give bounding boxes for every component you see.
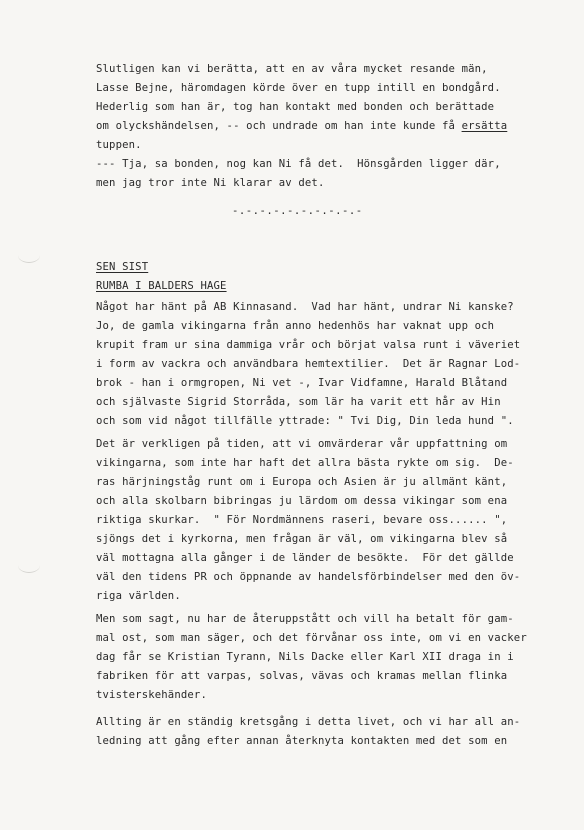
- text-line: Hederlig som han är, tog han kontakt med bonden och berättade: [96, 101, 495, 113]
- text-line: Det är verkligen på tiden, att vi omvärderar vår uppfattning om: [96, 438, 508, 450]
- text-line: --- Tja, sa bonden, nog kan Ni få det. Hönsgården ligger där,: [96, 158, 501, 170]
- text-line: Lasse Bejne, häromdagen körde över en tupp intill en bondgård.: [96, 82, 501, 94]
- text-line: väl den tidens PR och öppnande av handelsförbindelser med den öv-: [96, 571, 521, 583]
- text-line: ras härjningståg runt om i Europa och Asien är ju allmänt känt,: [96, 476, 508, 488]
- text-segment: om olyckshändelsen, -- och undrade om han inte kunde få: [96, 120, 462, 132]
- text-line: och alla skolbarn bibringas ju lärdom om dessa vikingar som ena: [96, 495, 508, 507]
- text-line: mal ost, som man säger, och det förvånar oss inte, om vi en vacker: [96, 632, 527, 644]
- paragraph-kinnasand: [96, 298, 566, 431]
- text-line: sjöngs det i kyrkorna, men frågan är väl, om vikingarna blev så: [96, 533, 508, 545]
- text-line: Jo, de gamla vikingarna från anno hedenhös har vaknat upp och: [96, 320, 495, 332]
- paragraph-resurrection: [96, 610, 566, 705]
- punch-hole-mark: [18, 248, 40, 263]
- section-divider: -.-.-.-.-.-.-.-.-.-: [232, 205, 363, 217]
- paragraph-vikings: [96, 435, 566, 606]
- text-line: [96, 117, 566, 136]
- section-heading-block: [96, 258, 566, 296]
- text-line: Slutligen kan vi berätta, att en av våra mycket resande män,: [96, 63, 488, 75]
- paragraph-anecdote: [96, 60, 566, 193]
- text-line: och som vid något tillfälle yttrade: " Tvi Dig, Din leda hund ".: [96, 415, 514, 427]
- punch-hole-mark: [18, 558, 40, 573]
- text-line: i form av vackra och användbara hemtextilier. Det är Ragnar Lod-: [96, 358, 521, 370]
- text-line: krupit fram ur sina dammiga vrår och börjat valsa runt i väveriet: [96, 339, 521, 351]
- text-line: riga världen.: [96, 590, 181, 602]
- text-line: riktiga skurkar. " För Nordmännens raseri, bevare oss...... ",: [96, 514, 508, 526]
- text-line: tvisterskehänder.: [96, 689, 207, 701]
- text-line: dag får se Kristian Tyrann, Nils Dacke eller Karl XII draga in i: [96, 651, 514, 663]
- text-line: men jag tror inte Ni klarar av det.: [96, 177, 325, 189]
- underlined-word: ersätta: [461, 120, 508, 132]
- text-line: och självaste Sigrid Storråda, som lär ha varit ett hår av Hin: [96, 396, 501, 408]
- text-line: Något har hänt på AB Kinnasand. Vad har hänt, undrar Ni kanske?: [96, 301, 514, 313]
- text-line: fabriken för att varpas, solvas, vävas och kramas mellan flinka: [96, 670, 508, 682]
- paragraph-cycle: [96, 713, 566, 751]
- section-subheading: RUMBA I BALDERS HAGE: [96, 280, 227, 292]
- text-line: tuppen.: [96, 139, 142, 151]
- text-line: vikingarna, som inte har haft det allra bästa rykte om sig. De-: [96, 457, 514, 469]
- text-line: brok - han i ormgropen, Ni vet -, Ivar Vidfamne, Harald Blåtand: [96, 377, 508, 389]
- text-line: väl mottagna alla gånger i de länder de besökte. För det gällde: [96, 552, 514, 564]
- text-line: Men som sagt, nu har de återuppstått och vill ha betalt för gam-: [96, 613, 514, 625]
- text-line: Allting är en ständig kretsgång i detta livet, och vi har all an-: [96, 716, 521, 728]
- text-line: ledning att gång efter annan återknyta kontakten med det som en: [96, 735, 508, 747]
- section-heading: SEN SIST: [96, 261, 149, 273]
